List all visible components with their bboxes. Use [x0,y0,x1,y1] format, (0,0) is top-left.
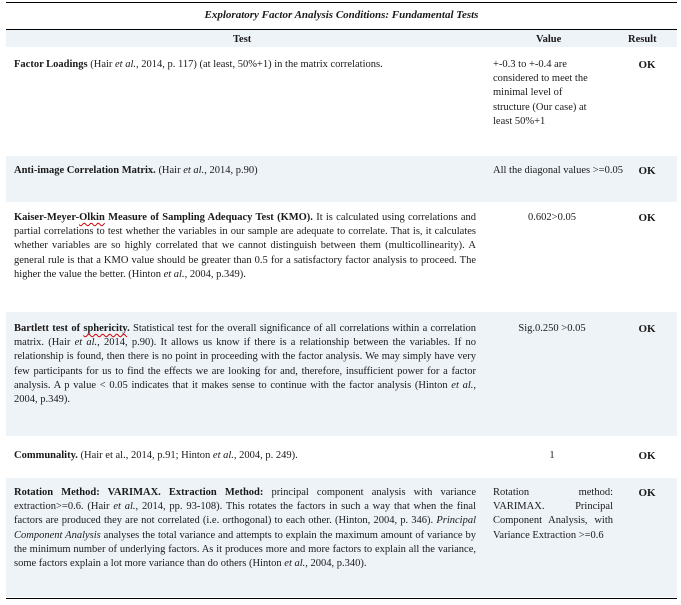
row-rotation-value: Rotation method: VARIMAX. Principal Component Analysis, with Variance Extraction >=0.6 [493,487,613,541]
row-communality-value: 1 [549,450,555,461]
row-rotation-result: OK [638,487,656,499]
table-title: Exploratory Factor Analysis Conditions: Fundamental Tests [204,9,479,21]
row-anti-image-test: Anti-image Correlation Matrix. (Hair et al., 2014, p.90) [14,165,258,176]
row-anti-image-value: All the diagonal values >=0.05 [493,165,623,176]
test-name: Factor Loadings [14,59,88,70]
row-factor-loadings-value: +-0.3 to +-0.4 are considered to meet the minimal level of structure (Our case) at least 50%+1 [493,59,588,127]
test-name: Communality. [14,450,78,461]
row-bartlett-test: Bartlett test of sphericity. Statistical test for the overall significance of all correlations within a correlation matrix. (Hair et al., 2014, p.90). It allows us know if there is a relationship between the variables. If no relationship is found, then there is no point in proceeding with the factor analysis. We may simply have very few participants for us to find the effects we are looking for and, therefore, insufficient power for a factor analysis. A p value < 0.05 indicates that it makes sense to continue with the factor analysis (Hinton et al., 2004, p.349). [14,323,477,406]
row-bartlett-result: OK [638,323,656,335]
row-communality-test: Communality. (Hair et al., 2014, p.91; Hinton et al., 2004, p. 249). [14,450,298,461]
row-kmo-result: OK [638,212,656,224]
header-test: Test [233,34,252,45]
row-band-anti-image [6,156,677,202]
header-row [6,30,677,47]
row-anti-image-result: OK [638,165,656,177]
row-bartlett-value: Sig.0.250 >0.05 [518,323,586,334]
row-kmo-value: 0.602>0.05 [528,212,576,223]
row-communality-result: OK [638,450,656,462]
table-top-rule [6,2,677,3]
row-kmo-test: Kaiser-Meyer-Olkin Measure of Sampling Adequacy Test (KMO). It is calculated using correlations and partial correlations to test whether the variables in our sample are adequate to correlate. That is, it calculates whether variables are so highly correlated that we cannot distinguish between them (multicollinearity). A general rule is that a KMO value should be greater than 0.5 for a satisfactory factor analysis to proceed. The higher the value the better. (Hinton et al., 2004, p.349). [14,212,476,280]
row-rotation-test: Rotation Method: VARIMAX. Extraction Method: principal component analysis with variance extraction>=0.6. (Hair et al., 2014, pp. 93-108). This rotates the factors in such a way that when the final factors are produced they are not correlated (i.e. orthogonal) to each other. (Hinton, 2004, p. 346). Principal Component Analysis analyses the total variance and attempts to explain the maximum amount of variance by the minimum number of underlying factors. As it produces more and more factors to explain all the variance, some factors explain a lot more variance than do others (Hinton et al., 2004, p.340). [14,487,476,570]
test-name: Anti-image Correlation Matrix. [14,165,156,176]
row-factor-loadings-result: OK [638,59,656,71]
table-bottom-rule [6,598,677,599]
row-factor-loadings-test: Factor Loadings (Hair et al., 2014, p. 117) (at least, 50%+1) in the matrix correlations. [14,59,383,70]
header-result: Result [628,34,657,45]
header-value: Value [536,34,562,45]
